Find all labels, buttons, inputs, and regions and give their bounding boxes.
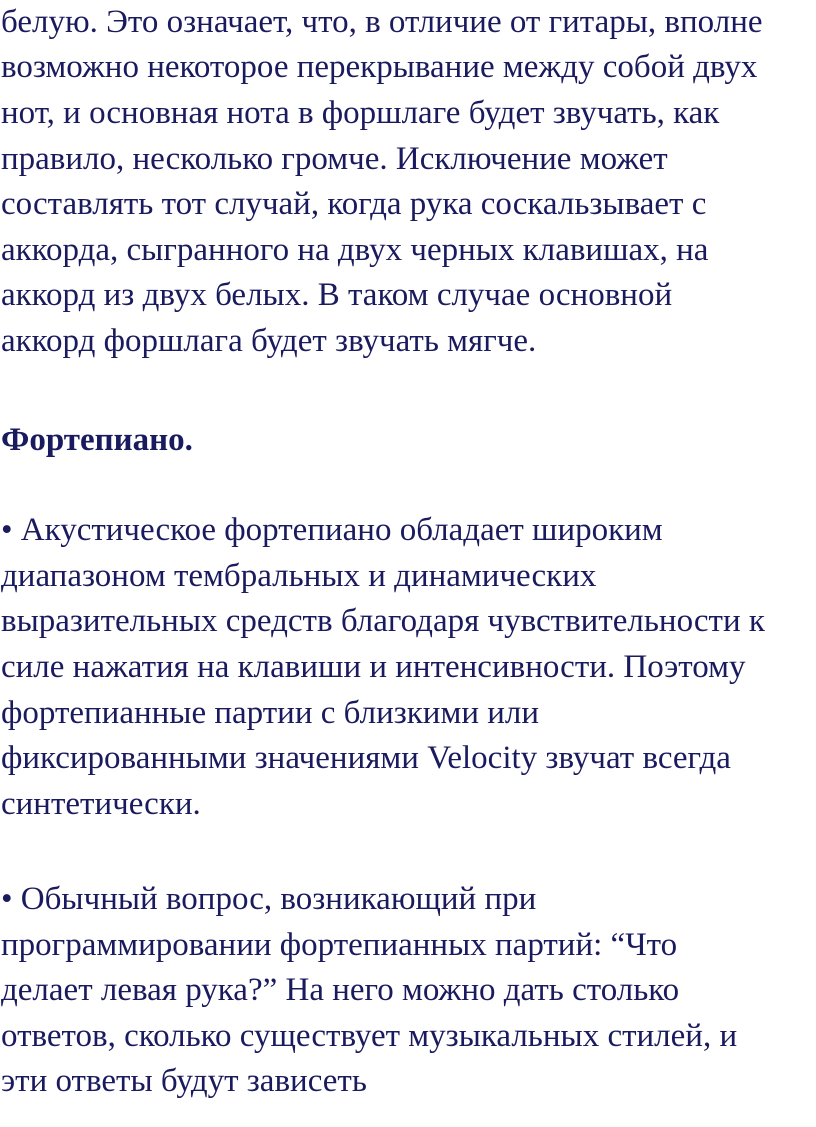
text-line: силе нажатия на клавиши и интенсивности. Поэтому [1,649,746,685]
text-line: фортепианные партии с близкими или [1,695,540,731]
text-line: делает левая рука?” На него можно дать столько [1,972,680,1008]
text-line: аккорд из двух белых. В таком случае основной [1,277,673,313]
text-line: белую. Это означает, что, в отличие от гитары, вполне [1,4,763,40]
text-line: нот, и основная нота в форшлаге будет звучать, как [1,95,720,131]
text-line: • Акустическое фортепиано обладает широким [1,512,663,548]
section-heading: Фортепиано. [1,422,193,458]
text-line: правило, несколько громче. Исключение может [1,141,668,177]
text-line: • Обычный вопрос, возникающий при [1,881,537,917]
text-line: аккорда, сыгранного на двух черных клавишах, на [1,232,709,268]
text-line: аккорд форшлага будет звучать мягче. [1,323,537,359]
text-line: выразительных средств благодаря чувствительности к [1,603,765,639]
text-line: возможно некоторое перекрывание между собой двух [1,49,758,85]
text-line: фиксированными значениями Velocity звучат всегда [1,740,731,776]
text-line: составлять тот случай, когда рука соскальзывает с [1,186,707,222]
text-line: диапазоном тембральных и динамических [1,558,597,594]
text-line: ответов, сколько существует музыкальных стилей, и [1,1018,738,1054]
text-line: эти ответы будут зависеть [1,1063,367,1099]
text-line: синтетически. [1,786,201,822]
text-line: программировании фортепианных партий: “Что [1,927,678,963]
